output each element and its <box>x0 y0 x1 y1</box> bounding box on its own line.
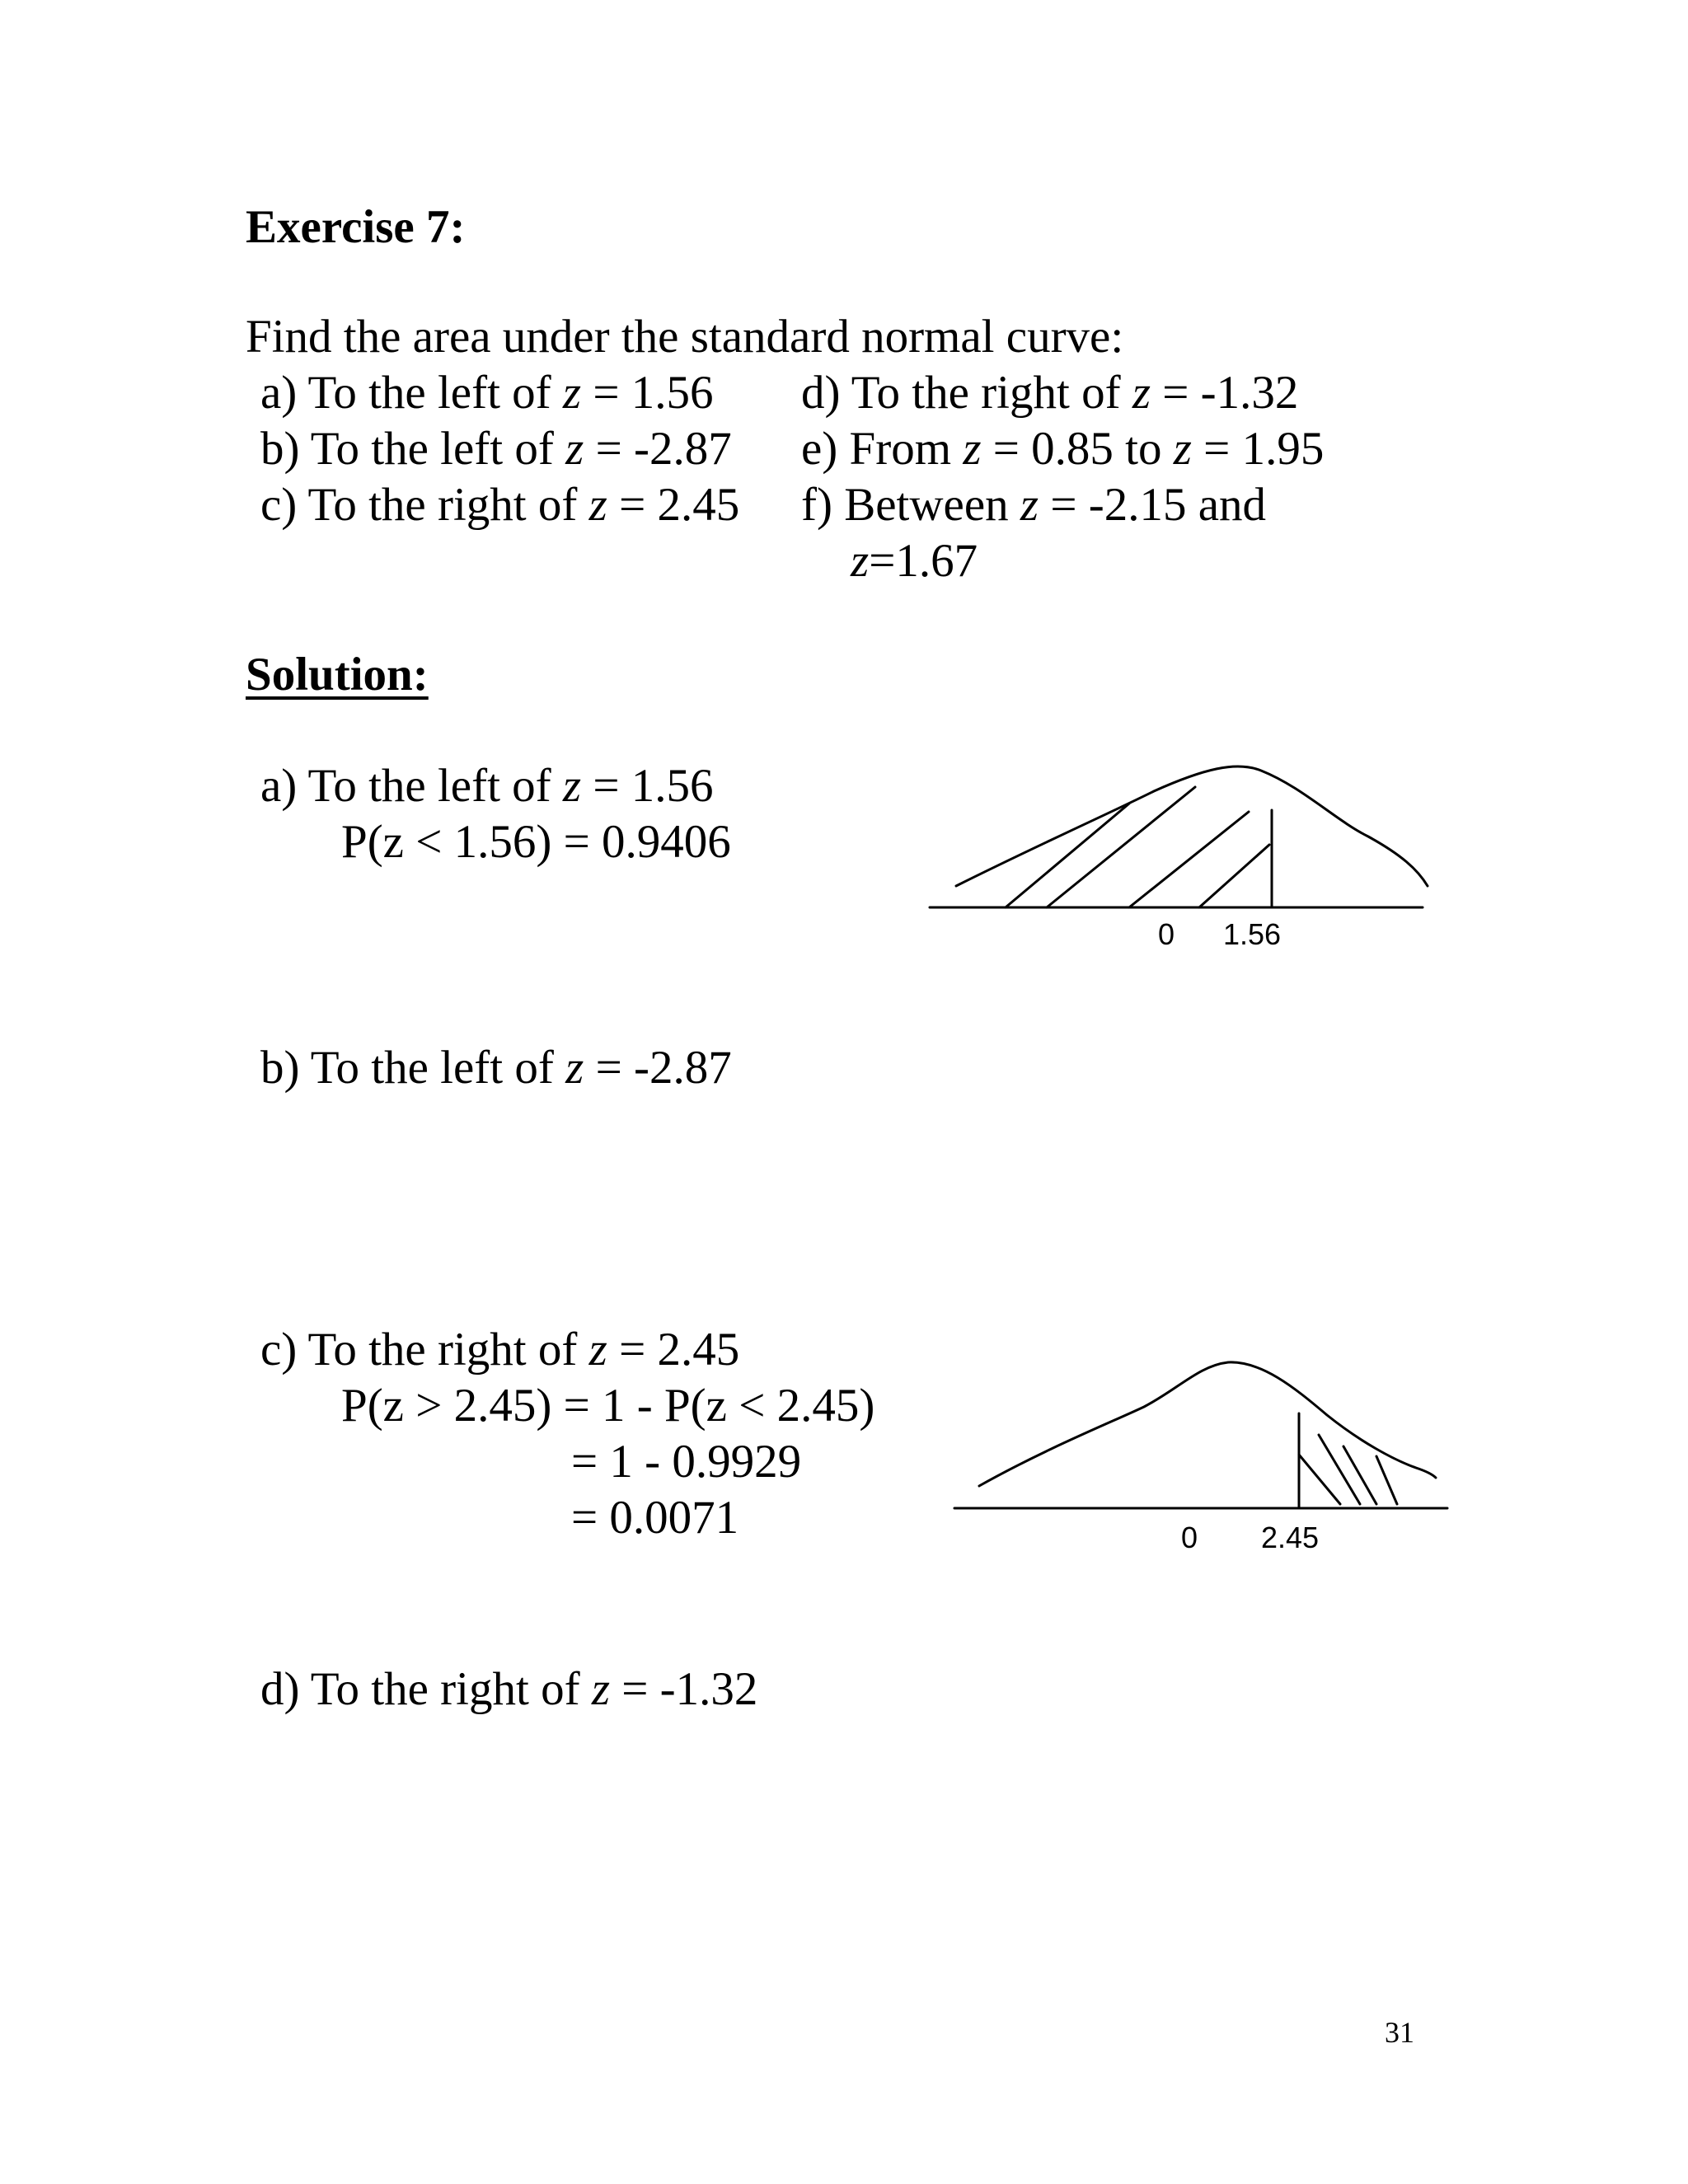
exercise-prompt: Find the area under the standard normal curve: <box>246 311 1124 363</box>
page-number: 31 <box>1385 2016 1414 2049</box>
solution-d-title <box>260 1661 757 1718</box>
exercise-item-b <box>260 421 732 477</box>
exercise-item-a-var: z <box>562 367 582 419</box>
figure-c-mean-label: 0 <box>1181 1521 1198 1554</box>
solution-a-equation: P(z < 1.56) = 0.9406 <box>341 816 731 868</box>
shade-hatch-line <box>1319 1435 1360 1504</box>
solution-c-equation-1: P(z > 2.45) = 1 - P(z < 2.45) <box>341 1380 875 1432</box>
exercise-item-c-prefix: c) To the right of <box>260 479 589 531</box>
solution-b-title <box>260 1040 732 1096</box>
exercise-item-e <box>801 421 1324 477</box>
exercise-item-e-prefix: e) From <box>801 423 964 475</box>
shade-hatch-line <box>1376 1456 1397 1504</box>
figure-a-mean-label: 0 <box>1158 917 1175 951</box>
exercise-item-a-prefix: a) To the left of <box>260 367 563 419</box>
exercise-item-f <box>801 477 1266 533</box>
exercise-item-d-rest: = -1.32 <box>1151 367 1299 419</box>
solution-d-var: z <box>591 1663 610 1715</box>
exercise-item-f-prefix: f) Between <box>801 479 1020 531</box>
exercise-item-a <box>260 365 714 421</box>
normal-curve-figure-c <box>948 1356 1459 1521</box>
solution-a-rest: = 1.56 <box>581 760 714 812</box>
solution-c-var: z <box>588 1324 607 1376</box>
solution-c-rest: = 2.45 <box>607 1324 740 1376</box>
exercise-item-b-prefix: b) To the left of <box>260 423 566 475</box>
exercise-item-c <box>260 477 739 533</box>
exercise-item-f-var: z <box>1020 479 1039 531</box>
exercise-item-c-var: z <box>588 479 607 531</box>
figure-a-z-label: 1.56 <box>1223 917 1282 951</box>
exercise-item-b-rest: = -2.87 <box>584 423 732 475</box>
exercise-item-d <box>801 365 1298 421</box>
shade-hatch-line <box>1343 1446 1376 1504</box>
solution-d-rest: = -1.32 <box>610 1663 758 1715</box>
solution-c-title <box>260 1322 739 1378</box>
exercise-item-e-mid: = 0.85 to <box>981 423 1174 475</box>
solution-a-title <box>260 758 714 814</box>
solution-b-prefix: b) To the left of <box>260 1042 566 1094</box>
normal-curve-figure-a <box>923 754 1434 927</box>
normal-curve <box>979 1362 1436 1486</box>
exercise-title: Exercise 7: <box>246 201 466 253</box>
solution-a-prefix: a) To the left of <box>260 760 563 812</box>
solution-heading: Solution: <box>246 649 429 701</box>
exercise-item-e-var2: z <box>1173 423 1192 475</box>
exercise-item-f-line2 <box>851 533 978 589</box>
exercise-item-d-var: z <box>1132 367 1151 419</box>
exercise-item-e-rest: = 1.95 <box>1191 423 1325 475</box>
exercise-item-f-line2-var: z <box>851 535 870 587</box>
shade-hatch-line <box>1199 845 1269 907</box>
normal-curve <box>956 766 1428 886</box>
exercise-item-e-var1: z <box>963 423 982 475</box>
exercise-item-f-rest: = -2.15 and <box>1039 479 1267 531</box>
figure-c-z-label: 2.45 <box>1261 1521 1320 1554</box>
exercise-item-b-var: z <box>565 423 584 475</box>
exercise-item-d-prefix: d) To the right of <box>801 367 1132 419</box>
exercise-item-a-rest: = 1.56 <box>581 367 714 419</box>
solution-c-prefix: c) To the right of <box>260 1324 589 1376</box>
solution-c-equation-2: = 1 - 0.9929 <box>571 1436 802 1488</box>
solution-d-prefix: d) To the right of <box>260 1663 592 1715</box>
exercise-item-c-rest: = 2.45 <box>607 479 740 531</box>
solution-a-var: z <box>562 760 582 812</box>
solution-b-rest: = -2.87 <box>584 1042 732 1094</box>
solution-b-var: z <box>565 1042 584 1094</box>
exercise-item-f-line2-rest: =1.67 <box>869 535 978 587</box>
shade-hatch-line <box>1047 787 1195 907</box>
solution-c-equation-3: = 0.0071 <box>571 1492 739 1544</box>
